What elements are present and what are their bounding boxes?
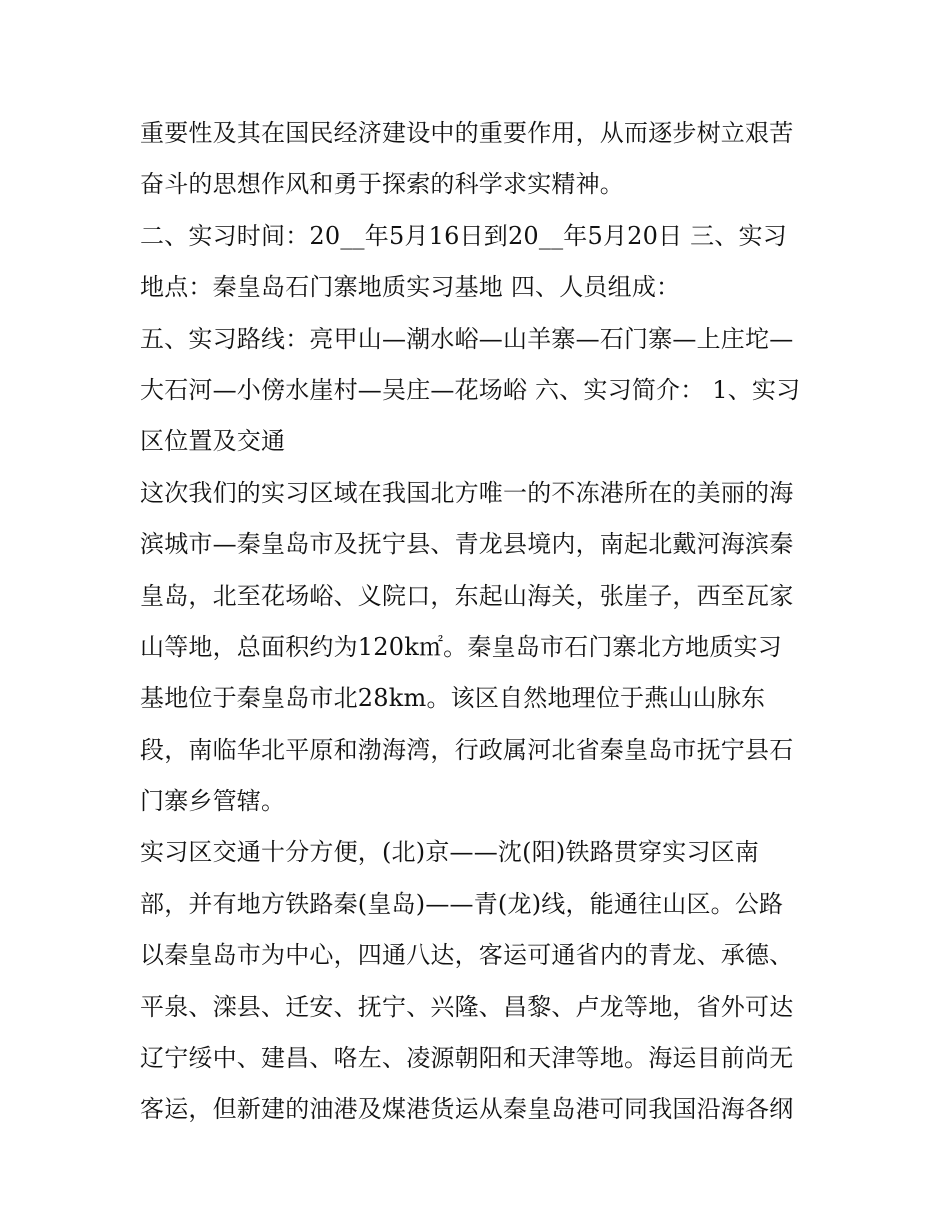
text-line: 实习区交通十分方便，(北)京——沈(阳)铁路贯穿实习区南 — [140, 838, 760, 867]
text-line: 段，南临华北平原和渤海湾，行政属河北省秦皇岛市抚宁县石 — [140, 735, 794, 764]
text-line: 滨城市—秦皇岛市及抚宁县、青龙县境内，南起北戴河海滨秦 — [140, 530, 794, 559]
text-line: 山等地，总面积约为120k㎡。秦皇岛市石门寨北方地质实习 — [140, 632, 782, 661]
text-line: 重要性及其在国民经济建设中的重要作用，从而逐步树立艰苦 — [140, 119, 794, 147]
text-line: 这次我们的实习区域在我国北方唯一的不冻港所在的美丽的海 — [140, 478, 794, 507]
text-line: 皇岛，北至花场峪、义院口，东起山海关，张崖子，西至瓦家 — [140, 581, 794, 610]
text-line: 五、实习路线：亮甲山—潮水峪—山羊寨—石门寨—上庄坨— — [140, 324, 794, 353]
text-line: 辽宁绥中、建昌、咯左、凌源朝阳和天津等地。海运目前尚无 — [140, 1044, 794, 1073]
text-line: 基地位于秦皇岛市北28km。该区自然地理位于燕山山脉东 — [140, 684, 766, 713]
text-line: 奋斗的思想作风和勇于探索的科学求实精神。 — [140, 170, 624, 199]
text-line: 二、实习时间：20__年5月16日到20__年5月20日 三、实习 — [140, 221, 787, 250]
text-line: 区位置及交通 — [140, 427, 286, 456]
text-line: 以秦皇岛市为中心，四通八达，客运可通省内的青龙、承德、 — [140, 941, 794, 970]
text-line: 客运，但新建的油港及煤港货运从秦皇岛港可同我国沿海各纲 — [140, 1095, 794, 1124]
text-line: 门寨乡管辖。 — [140, 787, 286, 816]
text-line: 部，并有地方铁路秦(皇岛)——青(龙)线，能通往山区。公路 — [140, 889, 784, 918]
body-text — [140, 108, 820, 1136]
text-line: 平泉、滦县、迁安、抚宁、兴隆、昌黎、卢龙等地，省外可达 — [140, 992, 794, 1021]
text-line: 大石河—小傍水崖村—吴庄—花场峪 六、实习简介： 1、实习 — [140, 375, 801, 404]
text-line: 地点：秦皇岛石门寨地质实习基地 四、人员组成： — [140, 273, 681, 302]
